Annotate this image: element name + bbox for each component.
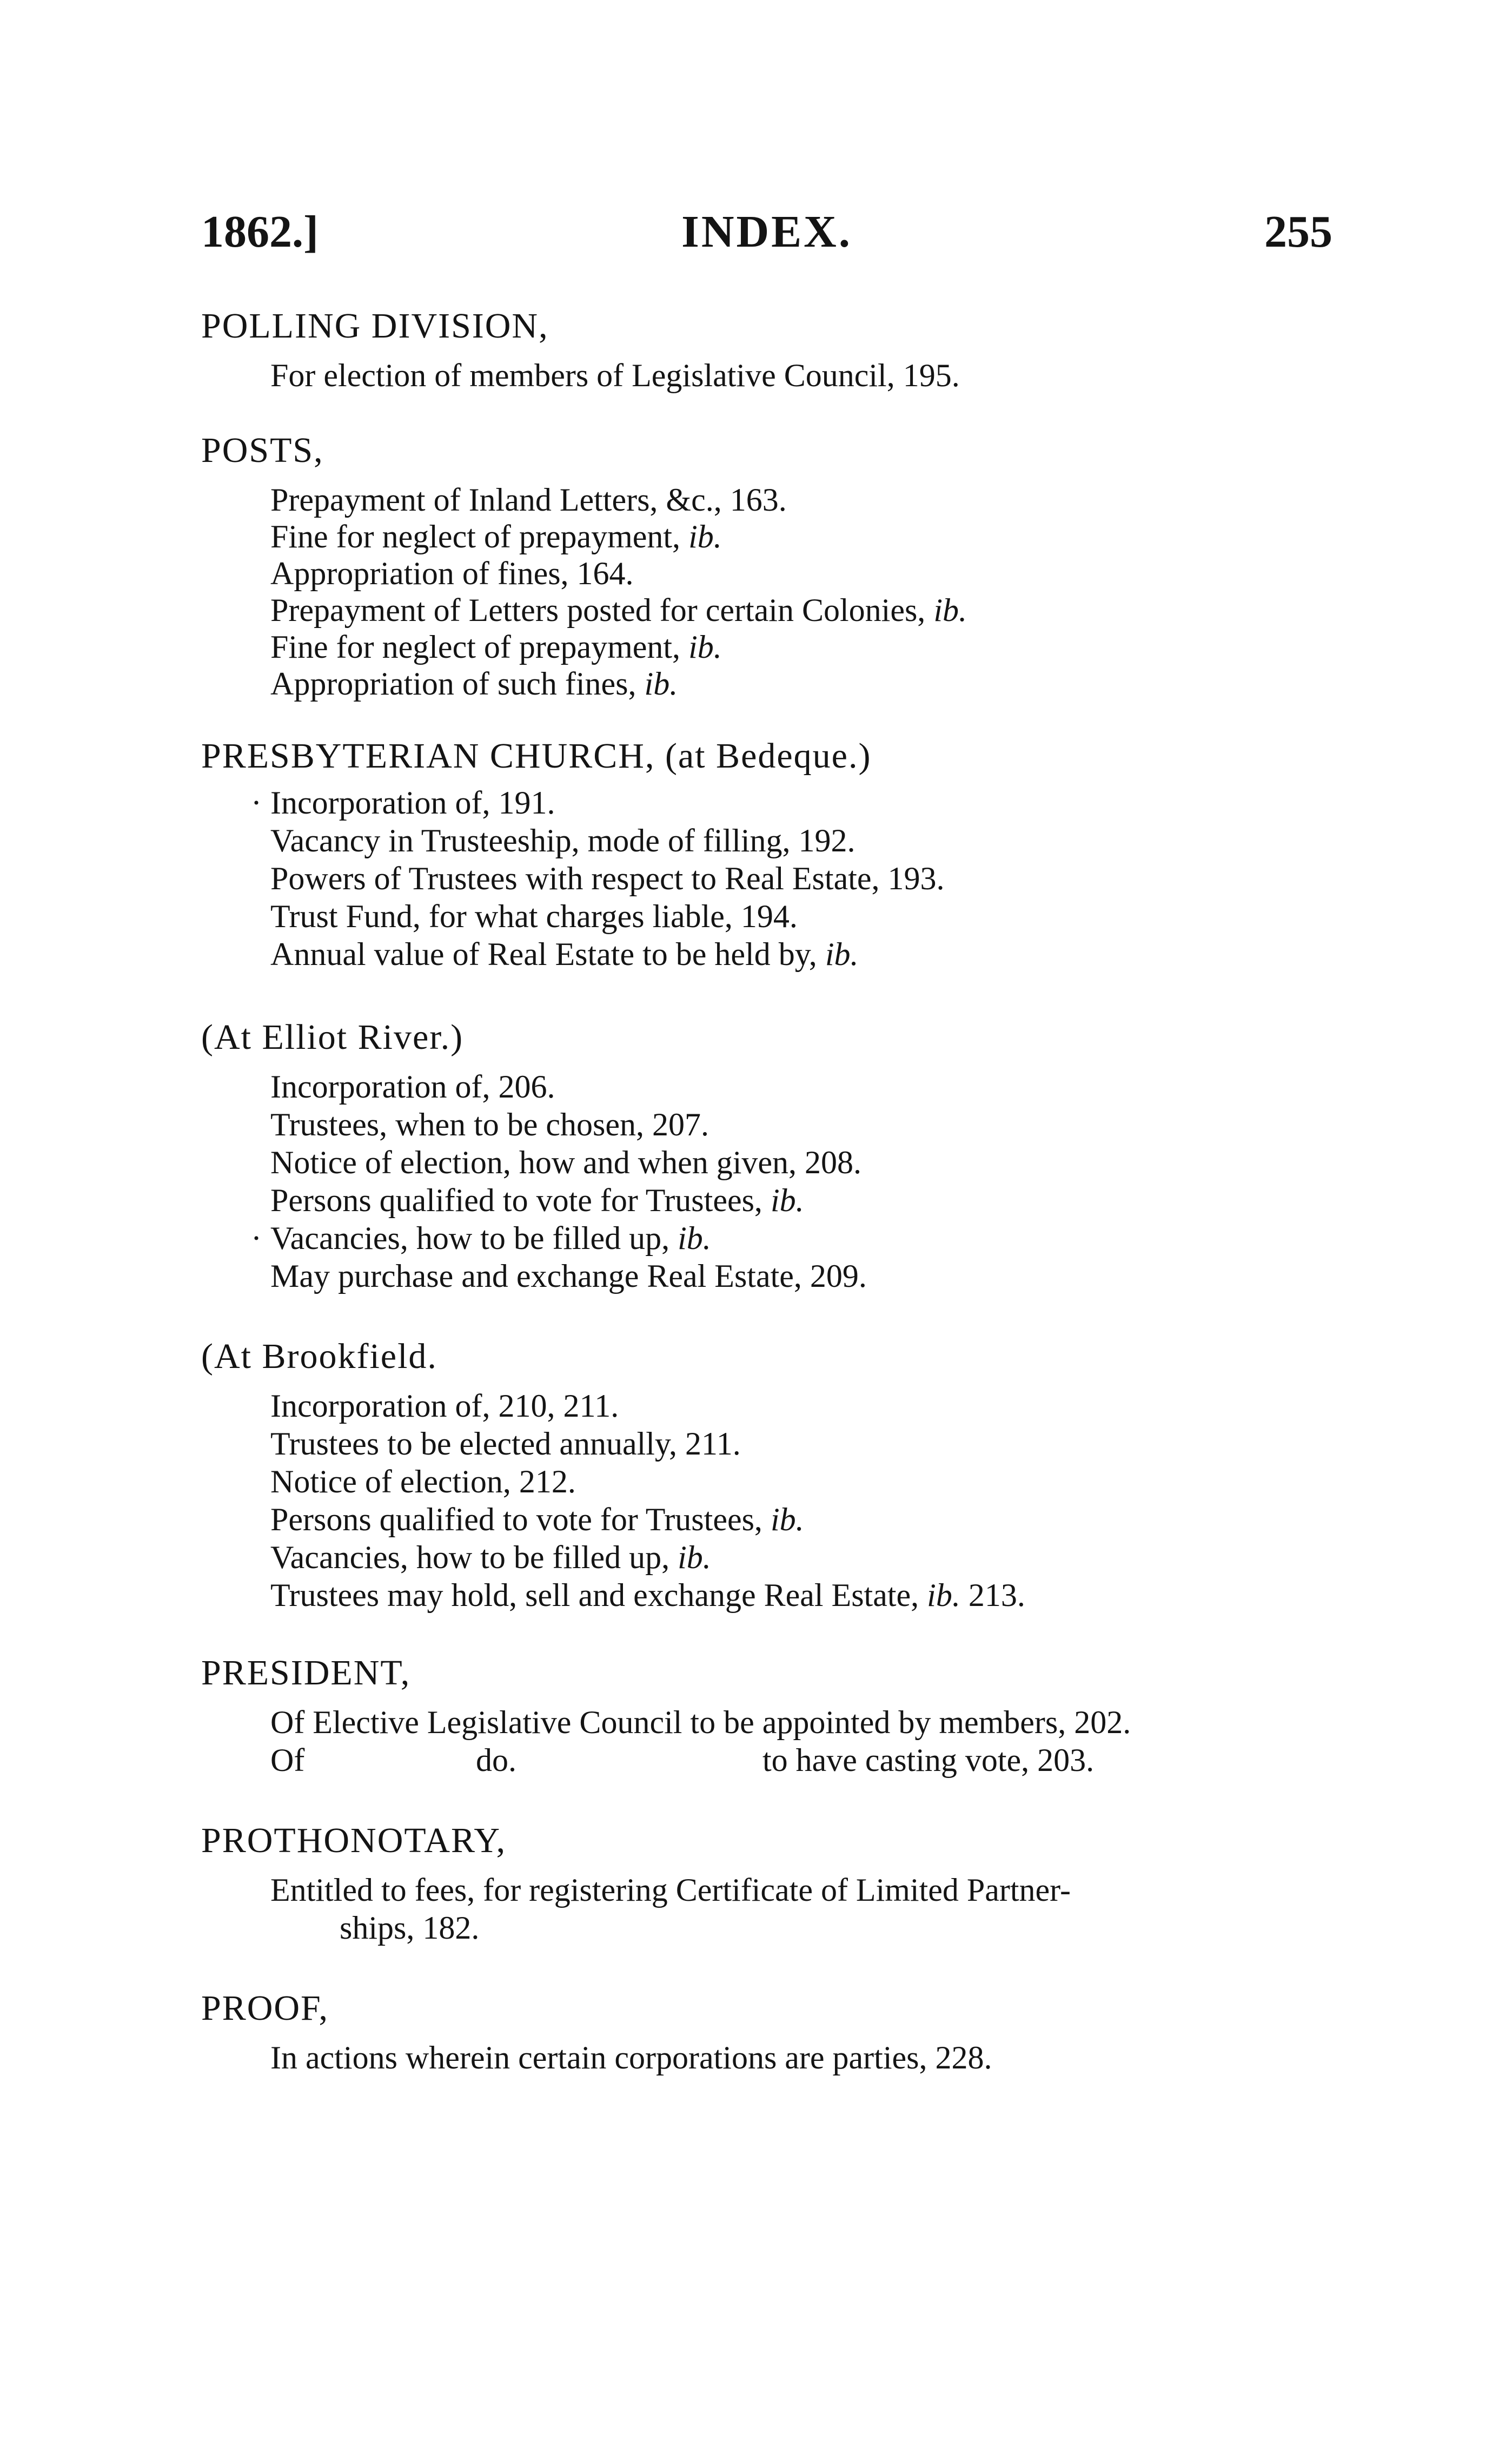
index-entry: · Vacancies, how to be filled up, ib. <box>270 1220 711 1257</box>
index-entry: Vacancy in Trusteeship, mode of filling, 192. <box>270 823 856 858</box>
index-entry: Fine for neglect of prepayment, ib. <box>270 519 722 554</box>
index-entry-of: Of <box>270 1742 305 1778</box>
index-entry: Prepayment of Letters posted for certain Colonies, ib. <box>270 592 967 628</box>
index-entry: Trustees, when to be chosen, 207. <box>270 1107 709 1142</box>
index-heading-presbyterian-church: PRESBYTERIAN CHURCH, (at Bedeque.) <box>201 736 872 776</box>
index-entry: Powers of Trustees with respect to Real Estate, 193. <box>270 861 945 896</box>
index-entry: Annual value of Real Estate to be held by, ib. <box>270 936 859 972</box>
index-entry: to have casting vote, 203. <box>762 1742 1095 1778</box>
index-subheading-brookfield: (At Brookfield. <box>201 1337 437 1376</box>
index-entry: Prepayment of Inland Letters, &c., 163. <box>270 482 787 518</box>
index-entry: Appropriation of fines, 164. <box>270 556 634 591</box>
index-entry: Entitled to fees, for registering Certificate of Limited Partner- <box>270 1872 1071 1908</box>
index-entry: Incorporation of, 210, 211. <box>270 1388 619 1424</box>
index-entry: · Incorporation of, 191. <box>270 784 555 822</box>
index-entry: Notice of election, 212. <box>270 1464 576 1499</box>
index-entry-ditto: do. <box>476 1742 516 1778</box>
index-entry: Trust Fund, for what charges liable, 194. <box>270 898 798 934</box>
index-entry: Persons qualified to vote for Trustees, ib. <box>270 1502 804 1537</box>
index-entry: In actions wherein certain corporations are parties, 228. <box>270 2040 992 2075</box>
index-heading-proof: PROOF, <box>201 1988 329 2028</box>
index-heading-posts: POSTS, <box>201 431 324 470</box>
index-entry: For election of members of Legislative Council, 195. <box>270 358 960 393</box>
index-subheading-elliot-river: (At Elliot River.) <box>201 1017 464 1057</box>
index-heading-polling-division: POLLING DIVISION, <box>201 306 549 346</box>
page-header <box>201 206 1332 265</box>
index-entry: Persons qualified to vote for Trustees, ib. <box>270 1182 804 1218</box>
index-entry: Vacancies, how to be filled up, ib. <box>270 1539 711 1575</box>
index-entry: May purchase and exchange Real Estate, 209. <box>270 1258 867 1294</box>
index-entry: Incorporation of, 206. <box>270 1069 555 1105</box>
index-entry-continuation: ships, 182. <box>340 1910 480 1946</box>
index-entry: Of Elective Legislative Council to be appointed by members, 202. <box>270 1704 1131 1740</box>
index-entry: Notice of election, how and when given, 208. <box>270 1145 862 1180</box>
page-title: INDEX. <box>681 207 852 257</box>
index-entry: Trustees may hold, sell and exchange Real Estate, ib. 213. <box>270 1577 1025 1613</box>
index-entry: Trustees to be elected annually, 211. <box>270 1426 741 1462</box>
index-entry: Appropriation of such fines, ib. <box>270 666 678 702</box>
header-year: 1862.] <box>201 207 319 257</box>
page-number: 255 <box>1264 207 1332 257</box>
index-entry: Fine for neglect of prepayment, ib. <box>270 629 722 665</box>
index-heading-president: PRESIDENT, <box>201 1653 411 1693</box>
index-heading-prothonotary: PROTHONOTARY, <box>201 1821 507 1860</box>
